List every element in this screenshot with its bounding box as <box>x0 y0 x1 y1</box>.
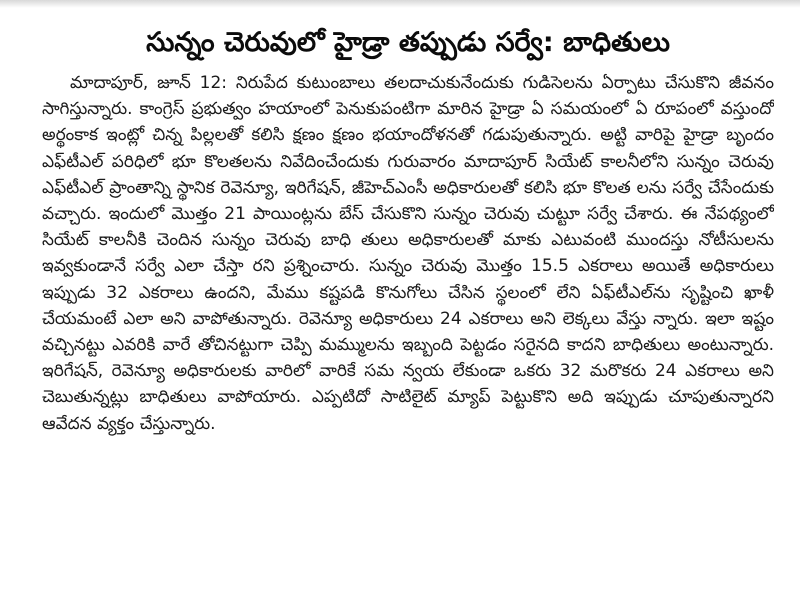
news-article <box>0 8 800 616</box>
article-headline: సున్నం చెరువులో హైడ్రా తప్పుడు సర్వే: బాధితులు <box>146 27 670 58</box>
article-body: మాదాపూర్, జూన్ 12: నిరుపేద కుటుంబాలు తలదాచుకునేందుకు గుడిసెలను ఏర్పాటు చేసుకొని జీవనం సాగిస్తున్నారు. కాంగ్రెస్ ప్రభుత్వం హయాంలో పెనుకుపంటిగా మారిన హైడ్రా ఏ సమయంలో ఏ రూపంలో వస్తుందో అర్థంకాక ఇంట్లో చిన్న పిల్లలతో కలిసి క్షణం క్షణం భయాందోళనతో గడుపుతున్నారు. అట్టి వారిపై హైడ్రా బృందం ఎఫ్‌టీఎల్ పరిధిలో భూ కొలతలను నివేదించేందుకు గురువారం మాదాపూర్ సియేట్ కాలనీలోని సున్నం చెరువు ఎఫ్‌టీఎల్ ప్రాంతాన్ని స్థానిక రెవెన్యూ, ఇరిగేషన్, జీహెచ్‌ఎంసీ అధికారులతో కలిసి భూ కొలత లను సర్వే చేసేందుకు వచ్చారు. ఇందులో మొత్తం 21 పాయింట్లను బేస్ చేసుకొని సున్నం చెరువు చుట్టూ సర్వే చేశారు. ఈ నేపథ్యంలో సియేట్ కాలనీకి చెందిన సున్నం చెరువు బాధి తులు అధికారులతో మాకు ఎటువంటి ముందస్తు నోటీసులను ఇవ్వకుండానే సర్వే ఎలా చేస్తా రని ప్రశ్నించారు. సున్నం చెరువు మొత్తం 15.5 ఎకరాలు అయితే అధికారులు ఇప్పుడు 32 ఎకరాలు ఉందని, మేము కష్టపడి కొనుగోలు చేసిన స్థలంలో లేని ఏఫ్‌టీఎల్‌ను సృష్టించి ఖాళీ చేయమంటే ఎలా అని వాపోతున్నారు. రెవెన్యూ అధికారులు 24 ఎకరాలు అని లెక్కలు వేస్తు న్నారు. ఇలా ఇష్టం వచ్చినట్టు ఎవరికి వారే తోచినట్టుగా చెప్పి మమ్ములను ఇబ్బంది పెట్టడం సరైనది కాదని బాధితులు అంటున్నారు. ఇరిగేషన్, రెవెన్యూ అధికారులకు వారిలో వారికే సమ న్వయ లేకుండా ఒకరు 32 మరొకరు 24 ఎకరాలు అని చెబుతున్నట్లు బాధితులు వాపోయారు. ఎప్పటిదో సాటిలైట్ మ్యాప్ పెట్టుకొని అది ఇప్పుడు చూపుతున్నారని ఆవేదన వ్యక్తం చేస్తున్నారు. <box>42 73 774 434</box>
clipping-top-edge <box>0 0 800 8</box>
